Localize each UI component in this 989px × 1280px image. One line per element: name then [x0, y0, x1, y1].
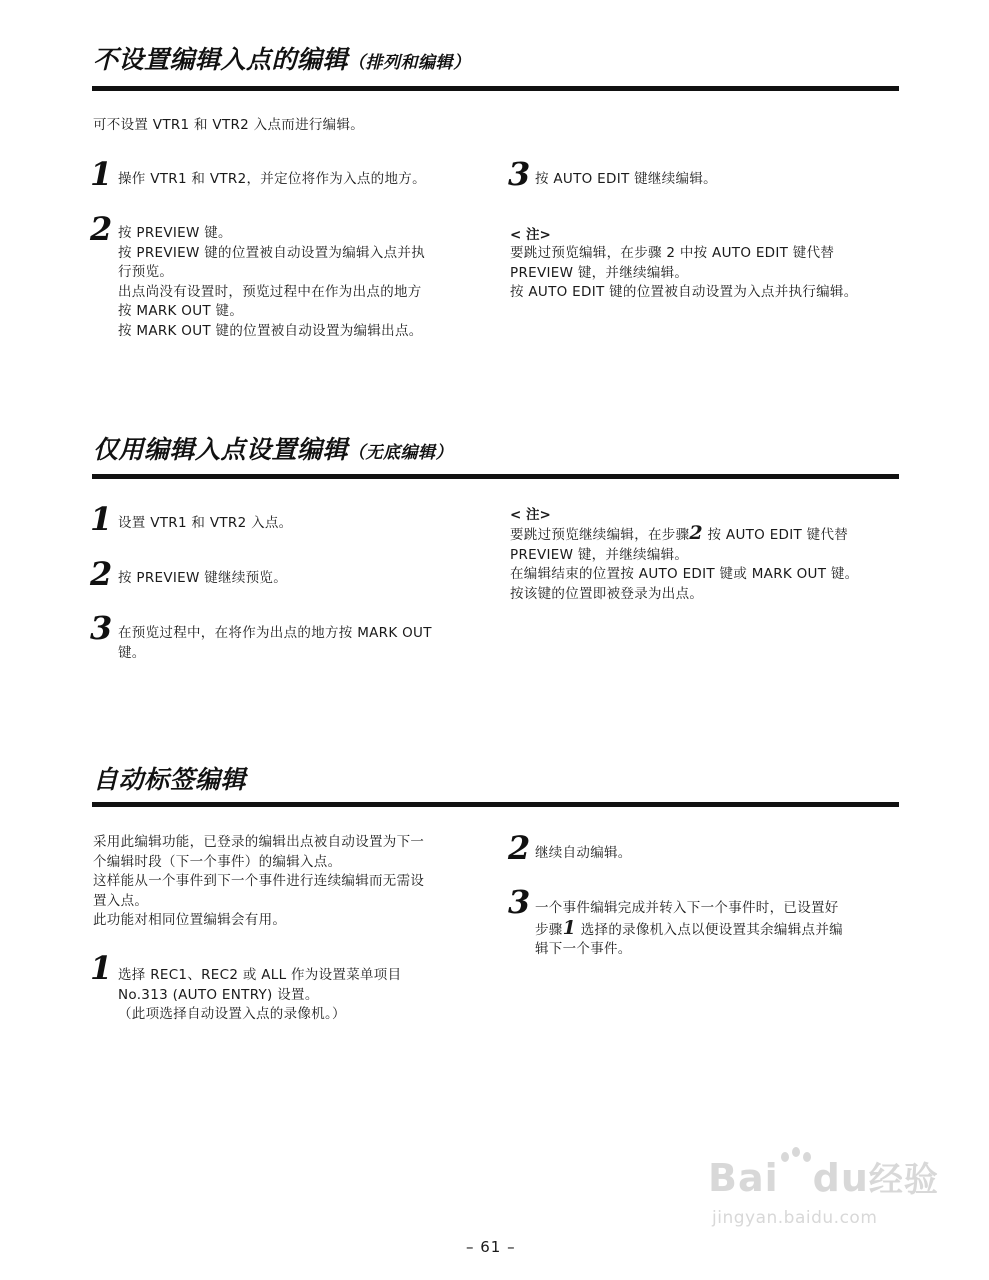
section-divider: [92, 802, 899, 807]
step-line: 按 PREVIEW 键。: [118, 225, 232, 241]
section-title-auto-entry: [93, 760, 246, 796]
step-line: [535, 916, 905, 941]
note-heading: < 注>: [510, 507, 551, 523]
step-number: 3: [508, 883, 531, 921]
step-number: 1: [90, 155, 113, 193]
step-number: 3: [508, 155, 531, 193]
note-line: 要跳过预览编辑，在步骤 2 中按 AUTO EDIT 键代替: [510, 245, 835, 261]
step1-text: [118, 170, 426, 190]
step1-text: [118, 514, 292, 534]
step-text: 选择的录像机入点以便设置其余编辑点并编: [576, 921, 843, 938]
intro-line: 此功能对相同位置编辑会有用。: [93, 912, 287, 928]
section-subtitle: （排列和编辑）: [348, 53, 471, 73]
step-line: 操作 VTR1 和 VTR2，并定位将作为入点的地方。: [118, 171, 426, 187]
step3-text: [535, 899, 905, 960]
step-line: 按 PREVIEW 键的位置被自动设置为编辑入点并执: [118, 244, 426, 261]
step-line: 按 MARK OUT 键的位置被自动设置为编辑出点。: [118, 322, 423, 339]
paw-svg: [776, 1147, 816, 1191]
step-line: 设置 VTR1 和 VTR2 入点。: [118, 515, 293, 531]
note-line: PREVIEW 键，并继续编辑。: [510, 546, 689, 563]
section3-intro: [93, 833, 488, 931]
step-number: 1: [90, 500, 113, 538]
watermark-logo: [708, 1152, 939, 1201]
note-block: [510, 506, 902, 604]
watermark-url: jingyan.baidu.com: [712, 1208, 878, 1228]
step-line: 继续自动编辑。: [535, 845, 632, 861]
watermark-text: 经验: [868, 1160, 939, 1200]
step-line: 一个事件编辑完成并转入下一个事件时，已设置好: [535, 900, 839, 916]
step-number: 2: [90, 555, 113, 593]
section-title-text: 自动标签编辑: [93, 765, 247, 794]
step-line: No.313 (AUTO ENTRY) 设置。: [118, 986, 319, 1003]
step2-text: [118, 569, 287, 589]
note-text: 要跳过预览继续编辑，在步骤: [510, 527, 690, 543]
section-divider: [92, 86, 899, 91]
step-line: 按 AUTO EDIT 键继续编辑。: [535, 171, 717, 187]
step-ref-number: 1: [562, 916, 577, 939]
step-line: 在预览过程中，在将作为出点的地方按 MARK OUT: [118, 625, 432, 641]
paw-icon: [779, 1163, 813, 1193]
step-number: 3: [90, 609, 113, 647]
note-block: [510, 226, 902, 303]
note-line: PREVIEW 键，并继续编辑。: [510, 264, 689, 281]
step-line: 按 MARK OUT 键。: [118, 303, 244, 319]
step1-text: [118, 966, 488, 1025]
note-text: 按 AUTO EDIT 键代替: [702, 527, 849, 543]
watermark-text: du: [812, 1156, 869, 1200]
note-line: 按 AUTO EDIT 键的位置被自动设置为入点并执行编辑。: [510, 284, 858, 300]
step-number: 1: [90, 949, 113, 987]
section-title-arrange-edit: [93, 40, 471, 76]
intro-line: 采用此编辑功能，已登录的编辑出点被自动设置为下一: [93, 834, 425, 850]
watermark-text: Bai: [708, 1156, 779, 1200]
step-line: 辑下一个事件。: [535, 941, 632, 957]
step3-text: [118, 624, 488, 663]
step3-text: [535, 170, 717, 190]
section-divider: [92, 474, 899, 479]
intro-line: 置入点。: [93, 892, 149, 909]
step2-text: [118, 224, 486, 341]
intro-line: 个编辑时段（下一个事件）的编辑入点。: [93, 853, 342, 870]
note-line: 在编辑结束的位置按 AUTO EDIT 键或 MARK OUT 键。: [510, 566, 859, 582]
step-line: （此项选择自动设置入点的录像机。）: [118, 1006, 346, 1022]
intro-line: 这样能从一个事件到下一个事件进行连续编辑而无需设: [93, 873, 425, 889]
step-line: 选择 REC1、REC2 或 ALL 作为设置菜单项目: [118, 967, 402, 983]
step-line: 出点尚没有设置时，预览过程中在作为出点的地方: [118, 283, 422, 300]
step-text: 步骤: [535, 921, 563, 938]
section-title-text: 仅用编辑入点设置编辑: [93, 435, 349, 464]
step-number: 2: [90, 210, 113, 248]
note-heading: < 注>: [510, 227, 551, 243]
section-title-text: 不设置编辑入点的编辑: [93, 45, 349, 74]
step-line: 键。: [118, 644, 146, 661]
section-title-insert-edit: [93, 430, 453, 466]
page-number: – 61 –: [466, 1238, 516, 1256]
section1-intro: 可不设置 VTR1 和 VTR2 入点而进行编辑。: [93, 117, 365, 133]
section-subtitle: （无底编辑）: [348, 443, 454, 463]
step2-text: [535, 844, 632, 864]
step-line: 按 PREVIEW 键继续预览。: [118, 570, 288, 586]
step-number: 2: [508, 829, 531, 867]
step-line: 行预览。: [118, 264, 174, 280]
step-ref-number: 2: [689, 522, 703, 544]
note-line: [510, 524, 902, 546]
note-line: 按该键的位置即被登录为出点。: [510, 585, 704, 602]
